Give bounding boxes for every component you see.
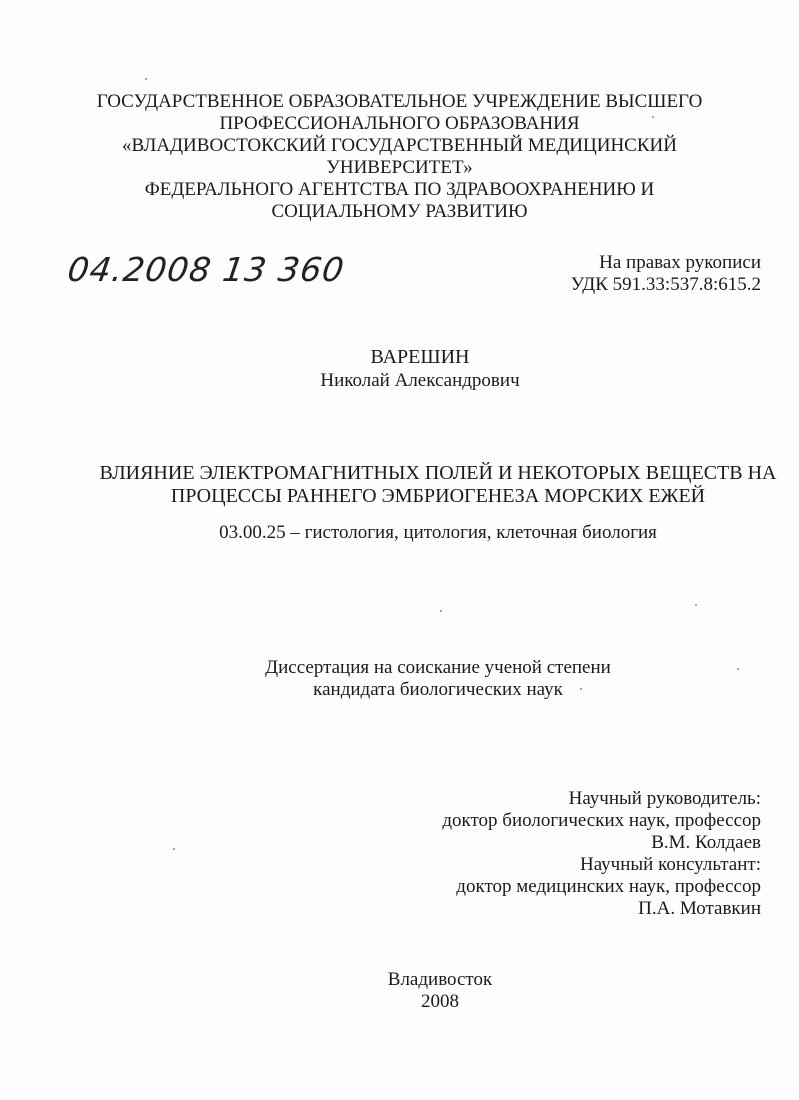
- scan-speck: [652, 116, 654, 118]
- udk-code: УДК 591.33:537.8:615.2: [570, 274, 761, 295]
- rights-label: На правах рукописи: [599, 252, 761, 273]
- year: 2008: [421, 991, 459, 1012]
- consultant-label: Научный консультант:: [579, 854, 761, 875]
- dissertation-title-line-1: ВЛИЯНИЕ ЭЛЕКТРОМАГНИТНЫХ ПОЛЕЙ И НЕКОТОРЫХ ВЕЩЕСТВ НА: [99, 462, 777, 484]
- dissertation-type-line-1: Диссертация на соискание ученой степени: [265, 657, 611, 678]
- scan-speck: [695, 604, 697, 606]
- institution-line-5: ФЕДЕРАЛЬНОГО АГЕНТСТВА ПО ЗДРАВООХРАНЕНИЮ И: [144, 179, 655, 200]
- scan-speck: [580, 688, 582, 690]
- handwritten-registration-number: 04.2008 13 360: [65, 250, 348, 289]
- scan-speck: [145, 78, 147, 80]
- institution-line-2: ПРОФЕССИОНАЛЬНОГО ОБРАЗОВАНИЯ: [219, 113, 580, 134]
- supervisor-name: В.М. Колдаев: [651, 832, 761, 853]
- scan-speck: [737, 668, 739, 670]
- institution-line-1: ГОСУДАРСТВЕННОЕ ОБРАЗОВАТЕЛЬНОЕ УЧРЕЖДЕНИЕ ВЫСШЕГО: [96, 91, 703, 112]
- dissertation-title-line-2: ПРОЦЕССЫ РАННЕГО ЭМБРИОГЕНЕЗА МОРСКИХ ЕЖЕЙ: [170, 485, 706, 507]
- consultant-degree: доктор медицинских наук, профессор: [456, 876, 761, 897]
- specialty: 03.00.25 – гистология, цитология, клеточная биология: [219, 522, 657, 543]
- supervisors-block: [442, 788, 761, 920]
- city: Владивосток: [387, 969, 493, 990]
- supervisor-degree: доктор биологических наук, профессор: [442, 810, 761, 831]
- scan-speck: [173, 848, 175, 850]
- institution-line-4: УНИВЕРСИТЕТ»: [326, 157, 473, 178]
- institution-line-3: «ВЛАДИВОСТОКСКИЙ ГОСУДАРСТВЕННЫЙ МЕДИЦИНСКИЙ: [122, 135, 677, 156]
- author-surname: ВАРЕШИН: [370, 346, 470, 368]
- consultant-name: П.А. Мотавкин: [638, 898, 761, 919]
- supervisor-label: Научный руководитель:: [568, 788, 761, 809]
- rights-block: [571, 252, 761, 296]
- author-name: Николай Александрович: [320, 370, 520, 391]
- scan-speck: [440, 610, 442, 612]
- institution-line-6: СОЦИАЛЬНОМУ РАЗВИТИЮ: [271, 201, 528, 222]
- dissertation-type-line-2: кандидата биологических наук: [313, 679, 563, 700]
